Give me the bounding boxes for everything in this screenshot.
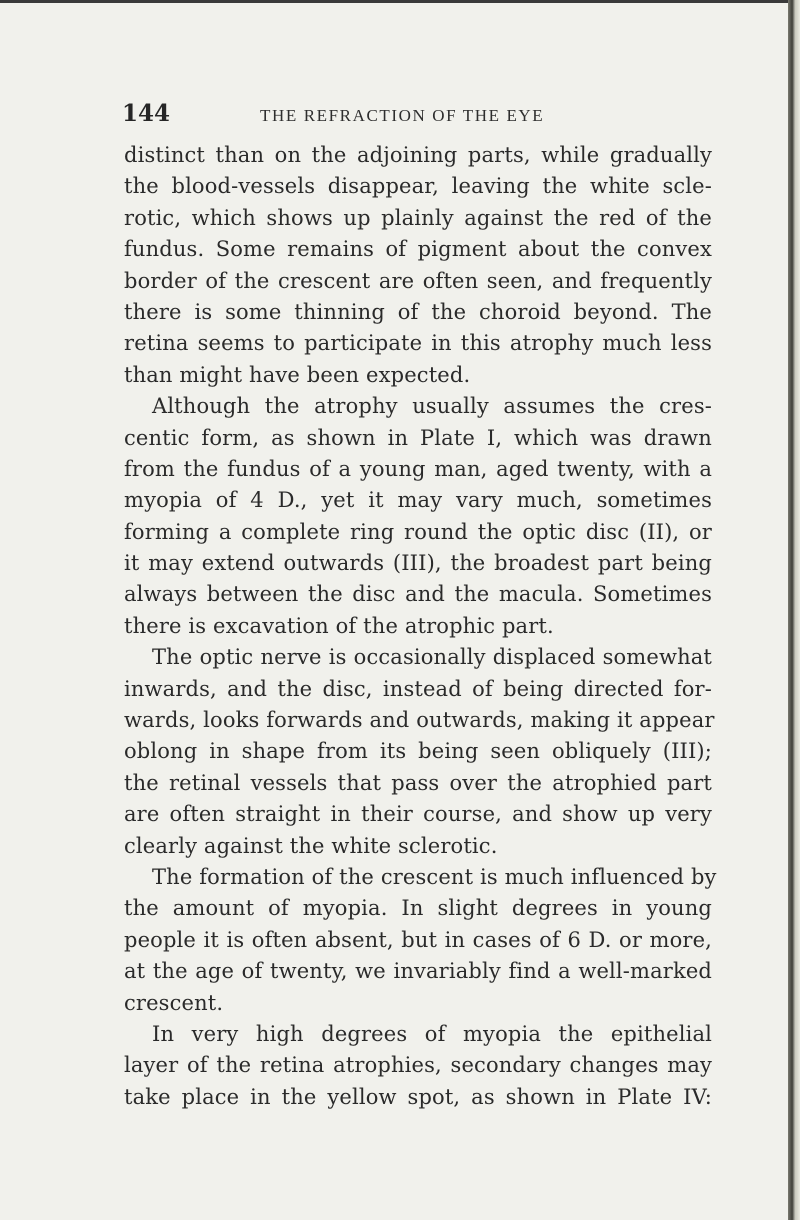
running-title: THE REFRACTION OF THE EYE	[260, 106, 545, 125]
text-line: wards, looks forwards and outwards, making it appear	[124, 708, 715, 733]
text-line: The optic nerve is occasionally displaced somewhat	[152, 645, 712, 670]
text-line: The formation of the crescent is much influenced by	[152, 864, 717, 889]
text-line: retina seems to participate in this atrophy much less	[124, 331, 712, 356]
text-line: inwards, and the disc, instead of being directed for-	[124, 676, 712, 701]
text-line: rotic, which shows up plainly against the red of the	[124, 205, 712, 230]
body-text	[124, 140, 717, 1113]
text-line: are often straight in their course, and show up very	[124, 802, 712, 827]
text-line: crescent.	[124, 990, 224, 1015]
text-line: take place in the yellow spot, as shown in Plate IV:	[124, 1084, 712, 1109]
text-line: always between the disc and the macula. Sometimes	[124, 582, 712, 607]
text-line: from the fundus of a young man, aged twenty, with a	[124, 456, 712, 481]
text-line: fundus. Some remains of pigment about the convex	[124, 237, 712, 262]
text-line: In very high degrees of myopia the epithelial	[152, 1021, 712, 1046]
text-line: people it is often absent, but in cases of 6 D. or more,	[124, 927, 712, 952]
page-top-edge	[0, 0, 788, 3]
text-line: centic form, as shown in Plate I, which was drawn	[124, 425, 712, 450]
text-line: there is some thinning of the choroid beyond. The	[124, 299, 712, 324]
text-line: oblong in shape from its being seen obliquely (III);	[124, 739, 712, 764]
text-line: myopia of 4 D., yet it may vary much, sometimes	[124, 488, 712, 513]
page-number: 144	[122, 100, 171, 127]
text-line: than might have been expected.	[124, 362, 471, 387]
text-line: it may extend outwards (III), the broadest part being	[124, 551, 712, 576]
text-line: layer of the retina atrophies, secondary changes may	[124, 1053, 712, 1078]
text-line: at the age of twenty, we invariably find a well-marked	[124, 959, 712, 984]
text-line: Although the atrophy usually assumes the cres-	[152, 394, 712, 419]
book-spine-edge	[788, 0, 800, 1220]
text-line: border of the crescent are often seen, and frequently	[124, 268, 712, 293]
text-line: clearly against the white sclerotic.	[124, 833, 498, 858]
text-line: forming a complete ring round the optic disc (II), or	[124, 519, 712, 544]
text-line: the retinal vessels that pass over the atrophied part	[124, 770, 712, 795]
page-header	[122, 100, 682, 136]
text-line: there is excavation of the atrophic part.	[124, 613, 554, 638]
text-line: distinct than on the adjoining parts, while gradually	[124, 143, 712, 167]
text-line: the amount of myopia. In slight degrees in young	[124, 896, 712, 921]
text-line: the blood-vessels disappear, leaving the white scle-	[124, 174, 712, 199]
